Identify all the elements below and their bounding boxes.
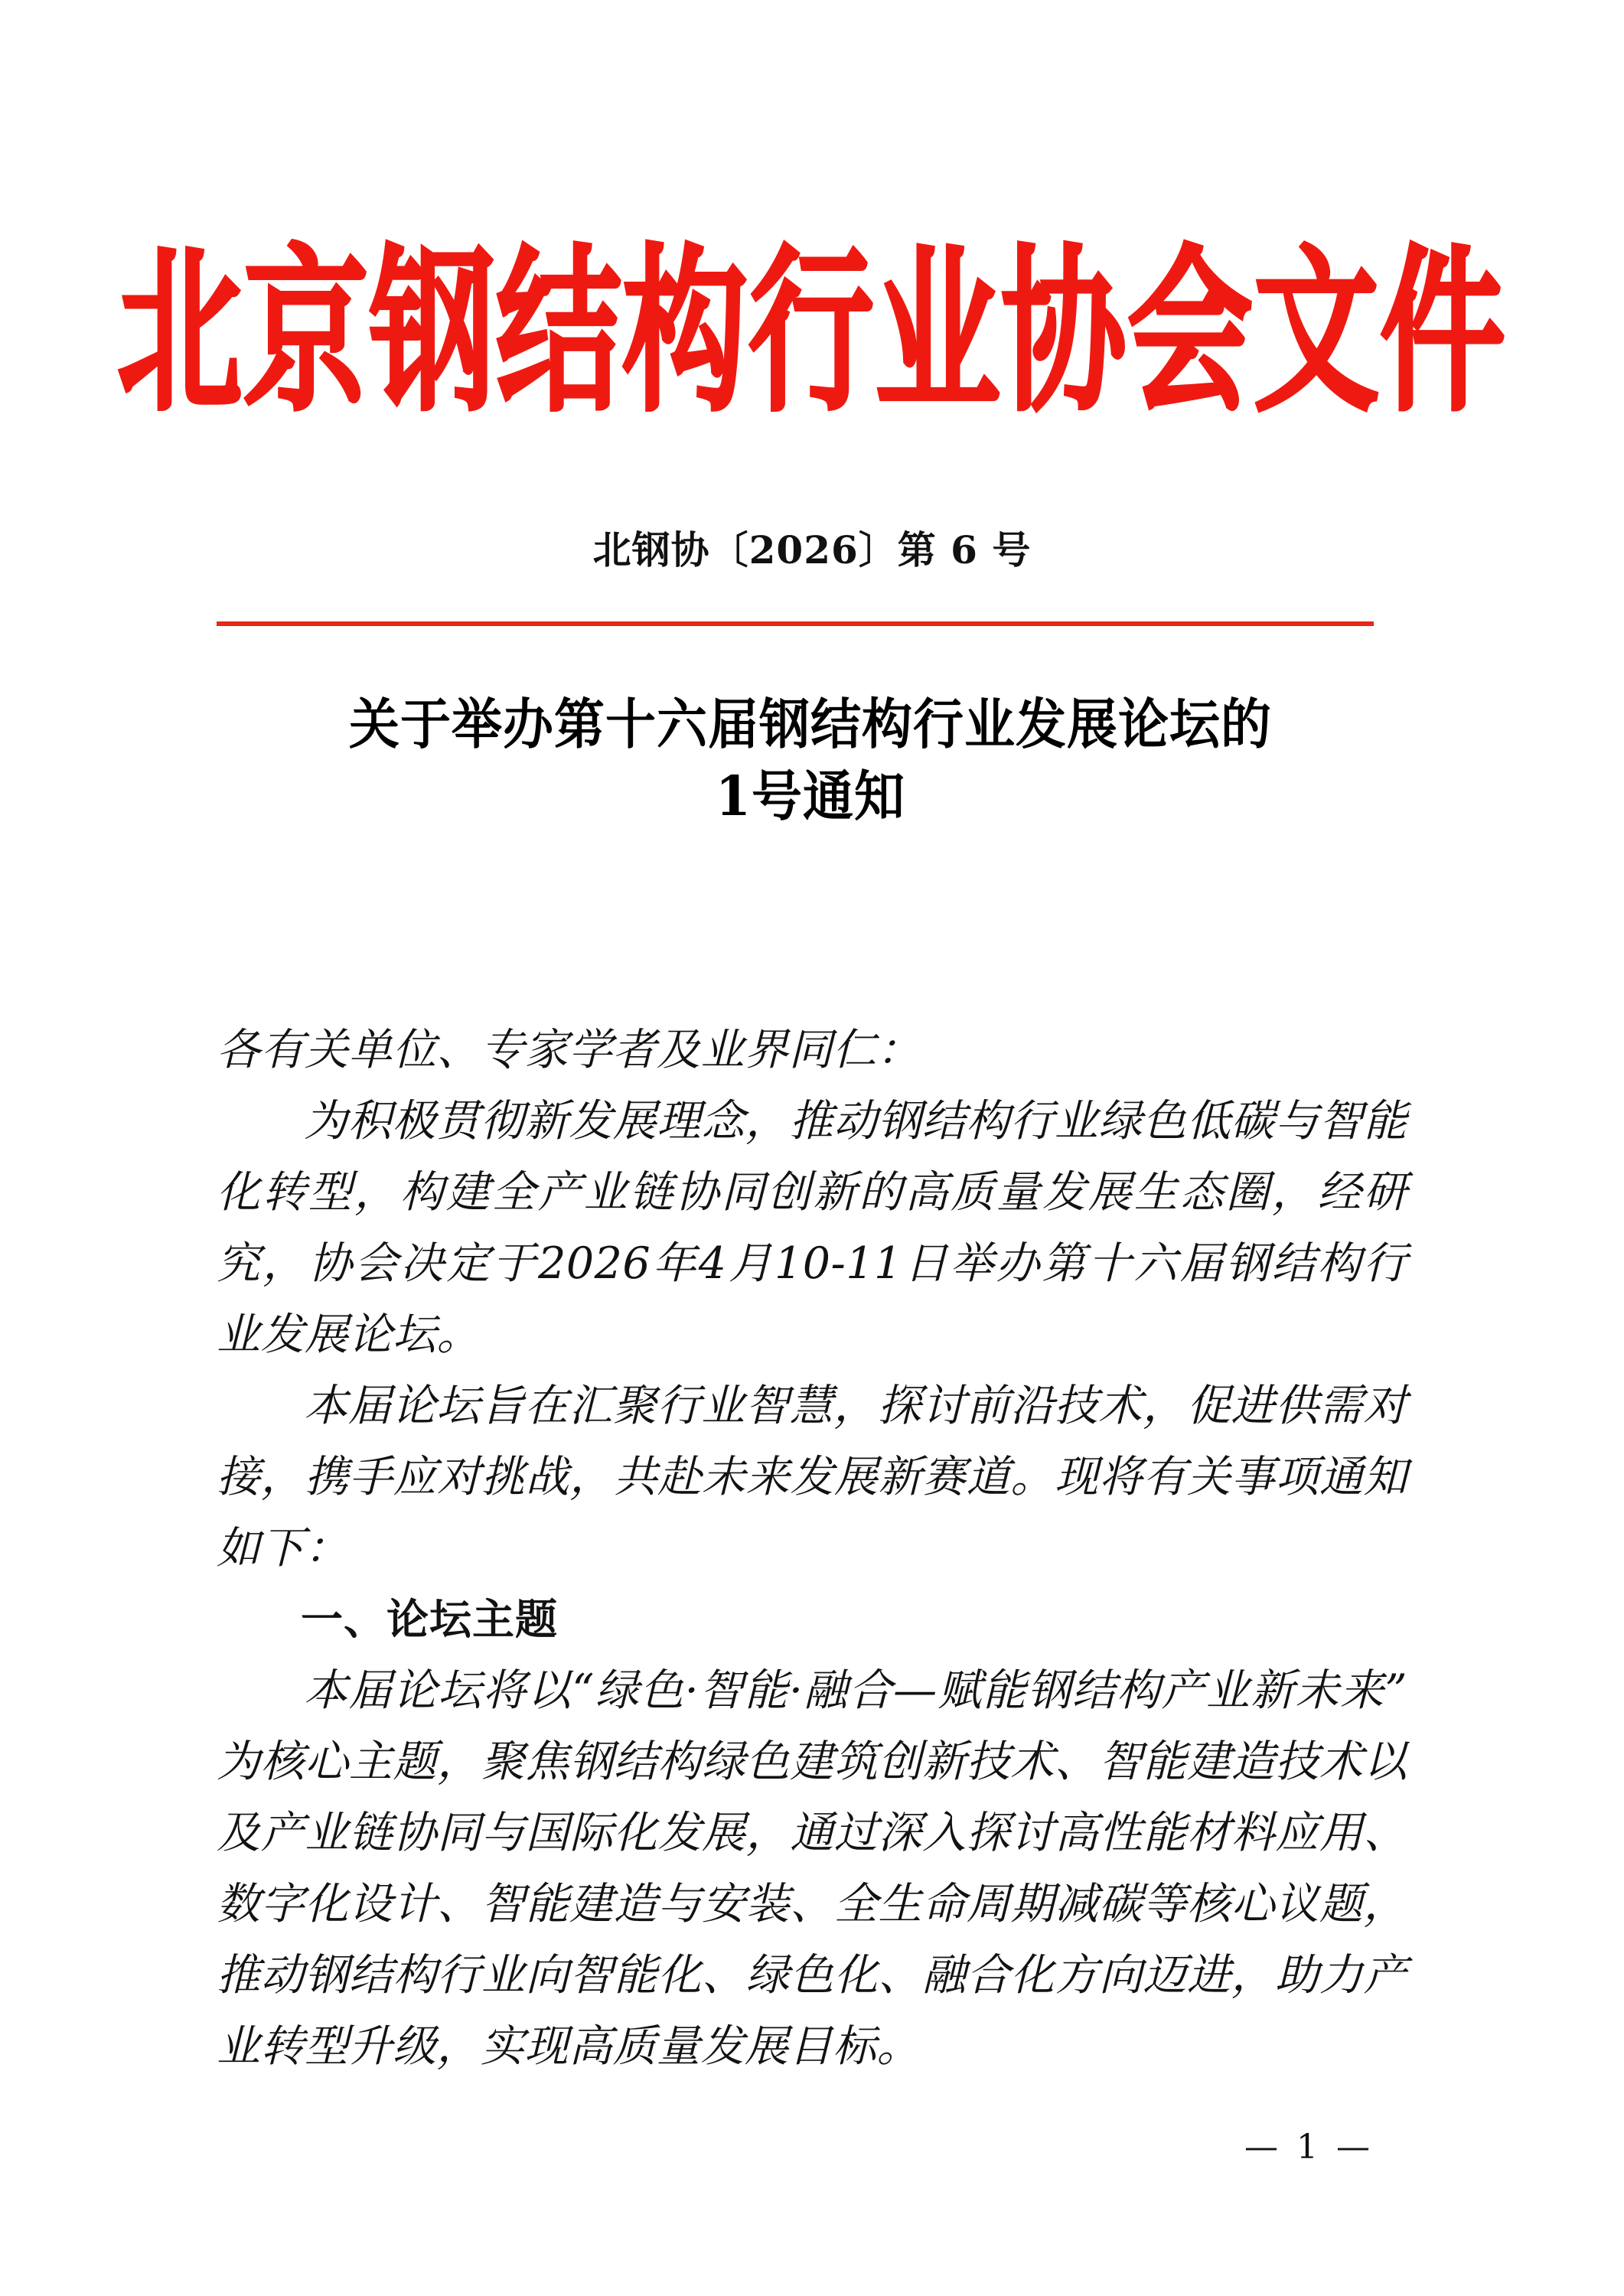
document-number: 北钢协〔2026〕第 6 号: [592, 527, 1032, 572]
section-heading-1: 一、论坛主题: [301, 1595, 559, 1644]
page-number: — 1 —: [1244, 2128, 1374, 2167]
masthead-red-rule: [217, 621, 1374, 626]
section-1-paragraph: 本届论坛将以“绿色·智能·融合—赋能钢结构产业新未来”为核心主题，聚焦钢结构绿色建筑创新技术、智能建造技术以及产业链协同与国际化发展，通过深入探讨高性能材料应用、数字化设计、智能建造与安装、全生命周期减碳等核心议题，推动钢结构行业向智能化、绿色化、融合化方向迈进，助力产业转型升级，实现高质量发展目标。: [217, 1665, 1407, 2072]
page-title: [217, 689, 1404, 832]
salutation: 各有关单位、专家学者及业界同仁：: [217, 1025, 921, 1075]
masthead: [0, 0, 1624, 643]
body-paragraph-1: 为积极贯彻新发展理念，推动钢结构行业绿色低碳与智能化转型，构建全产业链协同创新的高质量发展生态圈，经研究，协会决定于2026年4月10-11日举办第十六届钢结构行业发展论坛。: [217, 1096, 1407, 1360]
page-title-line-1: 关于举办第十六届钢结构行业发展论坛的: [349, 691, 1272, 757]
organization-title: 北京钢结构行业协会文件: [117, 228, 1507, 436]
document-body: [217, 1015, 1407, 2082]
body-paragraph-2: 本届论坛旨在汇聚行业智慧，探讨前沿技术，促进供需对接，携手应对挑战，共赴未来发展新赛道。现将有关事项通知如下：: [217, 1381, 1407, 1574]
page-title-line-2: 1号通知: [716, 763, 905, 828]
